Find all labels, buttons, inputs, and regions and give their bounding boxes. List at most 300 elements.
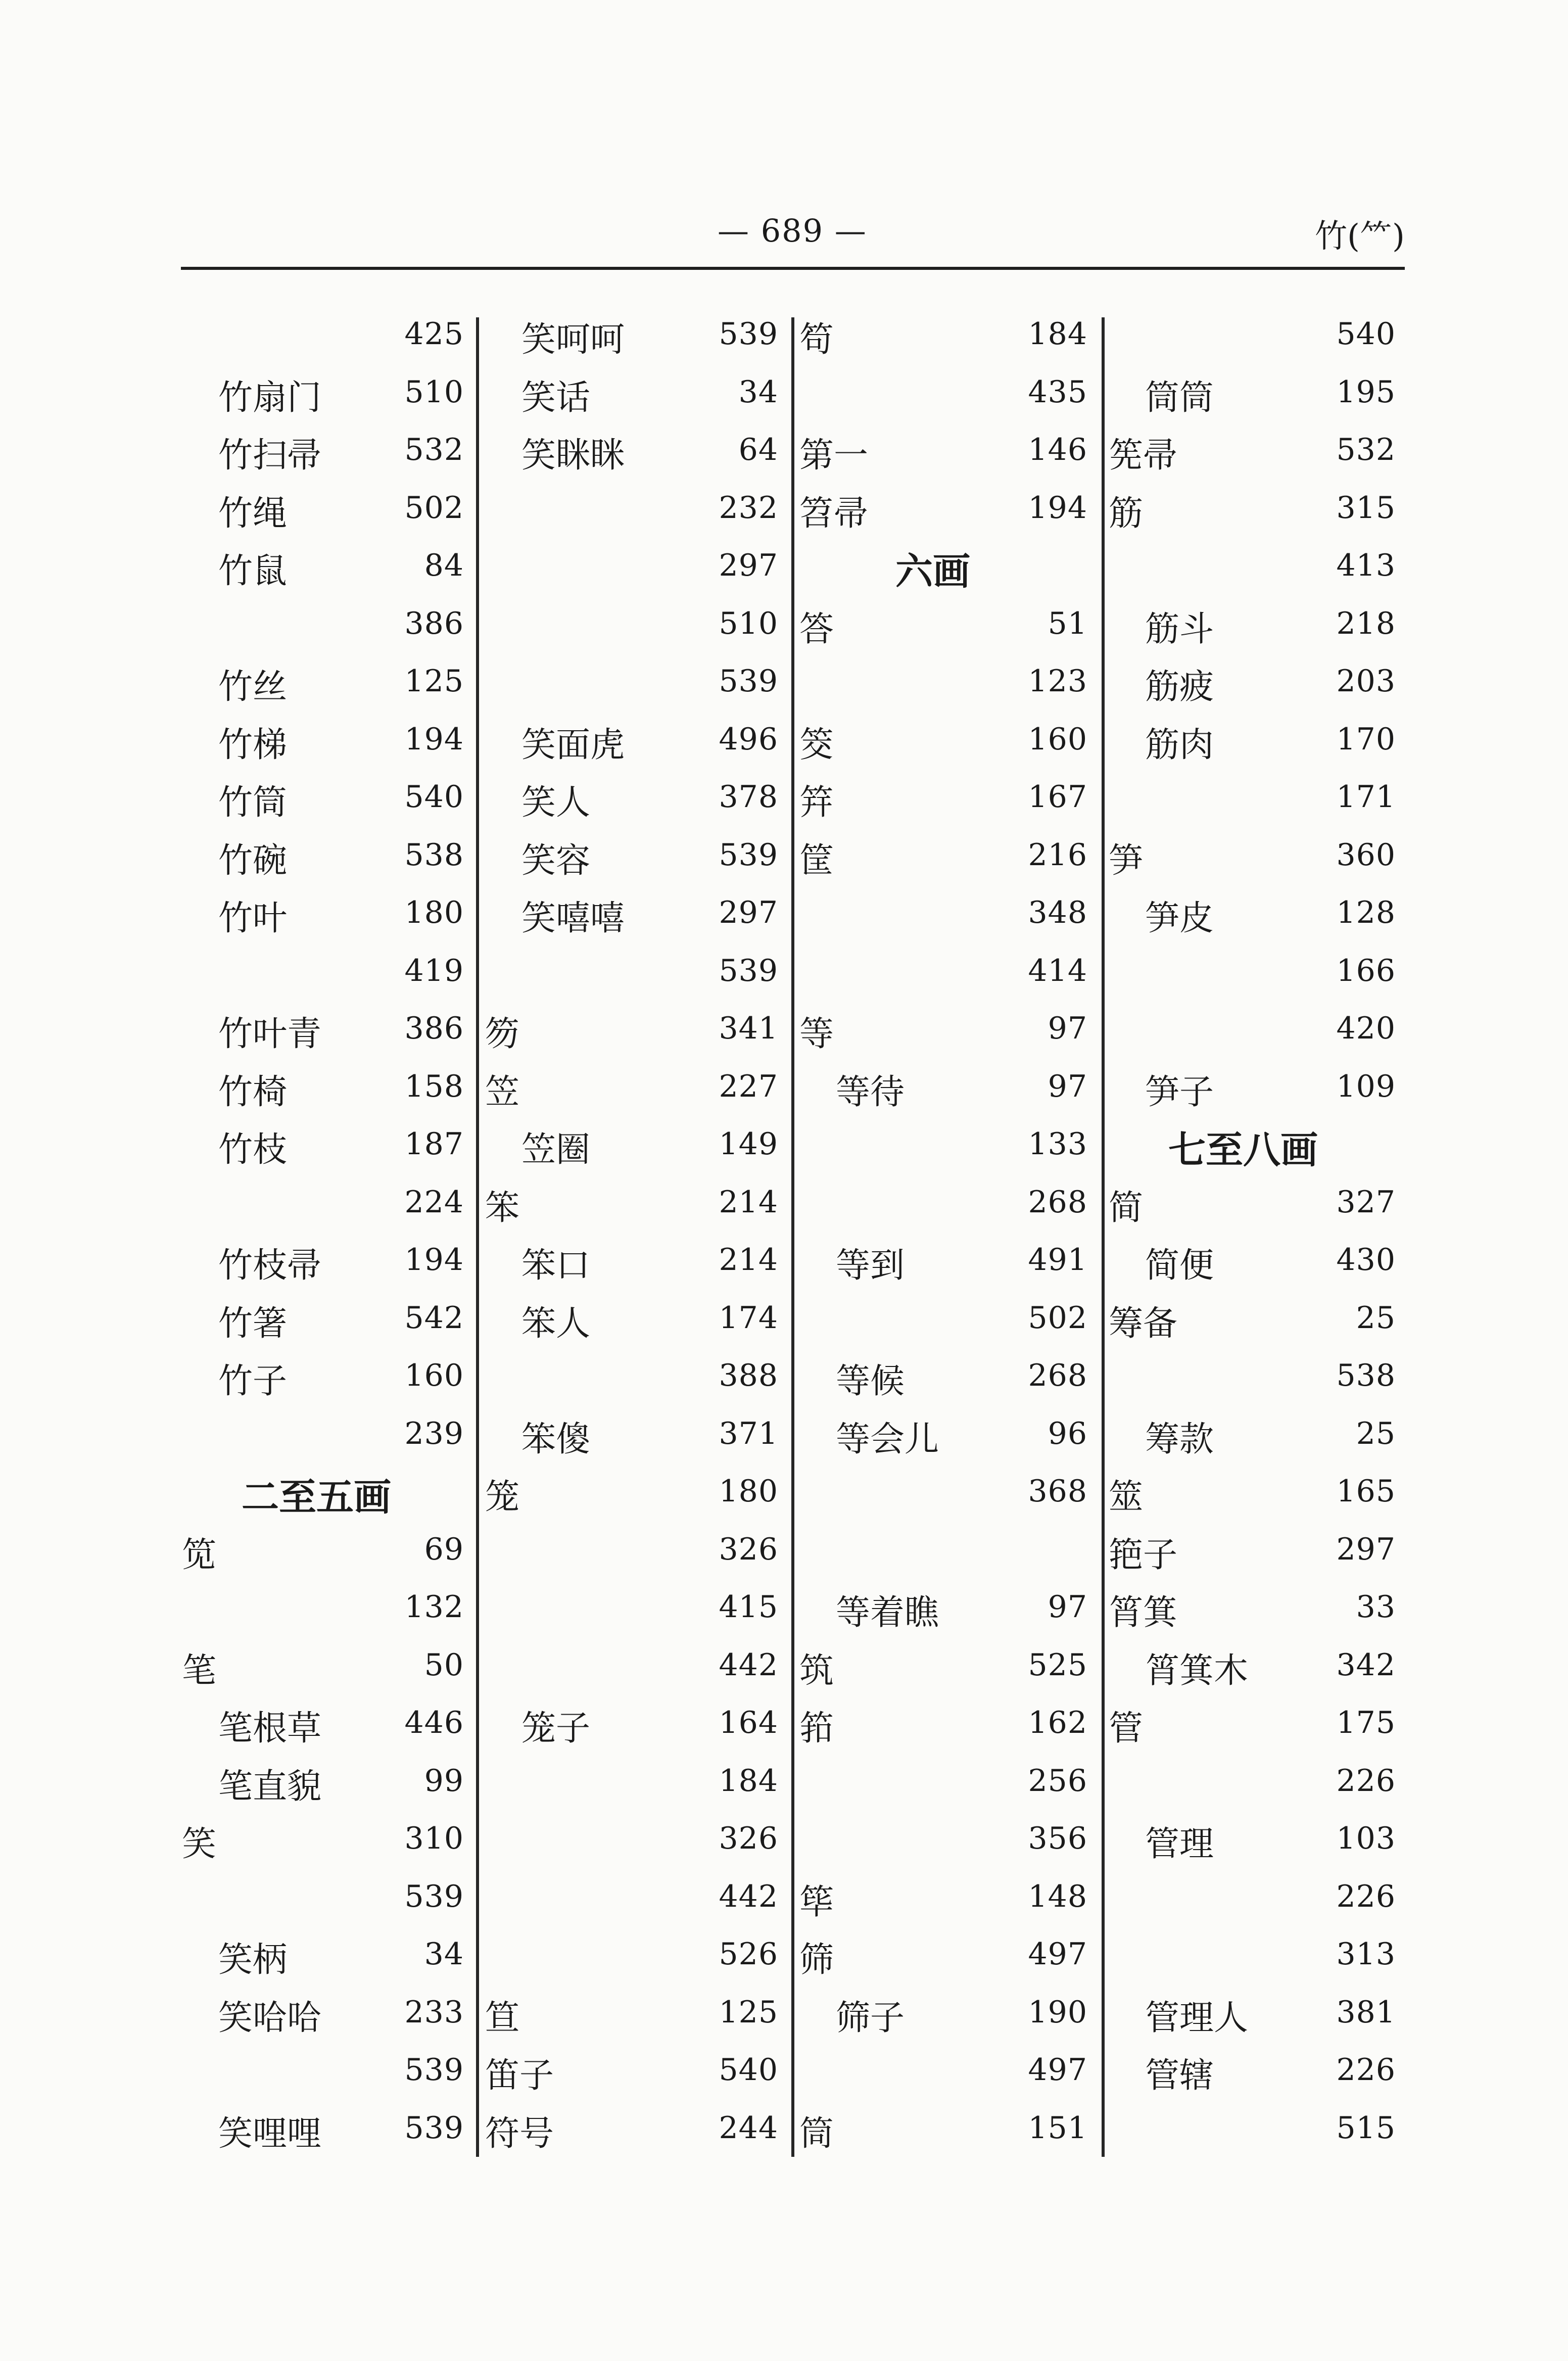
index-row [485, 423, 787, 481]
page-reference: 539 [719, 316, 778, 352]
index-row [485, 1754, 787, 1812]
page-reference: 502 [404, 490, 464, 526]
index-row [1109, 1291, 1405, 1349]
page-reference: 348 [1028, 895, 1087, 930]
index-row [485, 944, 787, 1002]
page-reference: 297 [719, 548, 778, 583]
entry-subword: 筋肉 [1145, 725, 1214, 765]
page-reference: 164 [719, 1705, 778, 1740]
index-row [485, 1349, 787, 1407]
page-reference: 216 [1028, 837, 1087, 873]
page-reference: 515 [1336, 2110, 1396, 2146]
entry-headword: 第一 [799, 436, 869, 476]
page-reference: 342 [1336, 1647, 1396, 1683]
index-row [485, 1002, 787, 1060]
entry-headword: 笼 [485, 1477, 520, 1517]
index-row [799, 1812, 1097, 1870]
entry-subword: 笋子 [1145, 1072, 1214, 1112]
entry-subword: 竹鼠 [218, 551, 288, 591]
page-reference: 539 [719, 837, 778, 873]
page-reference: 224 [404, 1184, 464, 1220]
entry-headword: 管 [1109, 1709, 1144, 1749]
page-reference: 435 [1028, 374, 1087, 410]
entry-subword: 管理 [1145, 1824, 1214, 1864]
index-row [182, 1580, 473, 1638]
index-row [485, 307, 787, 365]
index-row [799, 886, 1097, 944]
index-row [182, 654, 473, 713]
entry-subword: 筒筒 [1145, 377, 1214, 418]
index-row [182, 1754, 473, 1812]
entry-headword: 筛 [799, 1940, 834, 1980]
index-row [799, 307, 1097, 365]
page-reference: 184 [719, 1763, 778, 1799]
index-row [485, 365, 787, 423]
entry-subword: 等候 [836, 1361, 905, 1401]
index-row [182, 1523, 473, 1581]
index-row [182, 1060, 473, 1118]
entry-headword: 笑 [182, 1824, 217, 1864]
index-row [799, 1638, 1097, 1696]
index-row [1109, 597, 1405, 655]
entry-headword: 筚 [799, 1882, 834, 1922]
page-reference: 540 [719, 2052, 778, 2088]
page-reference: 226 [1336, 2052, 1396, 2088]
page-reference: 25 [1356, 1415, 1396, 1451]
entry-headword: 筒 [799, 2113, 834, 2154]
entry-headword: 筑 [799, 1650, 834, 1691]
page-reference: 510 [404, 374, 464, 410]
page-reference: 174 [719, 1300, 778, 1336]
page-reference: 386 [404, 605, 464, 641]
entry-subword: 笔直貌 [218, 1766, 322, 1807]
page-reference: 386 [404, 1011, 464, 1046]
index-row [799, 1002, 1097, 1060]
page-reference: 496 [719, 721, 778, 757]
entry-subword: 竹叶青 [218, 1014, 322, 1054]
page-reference: 497 [1028, 1937, 1087, 1972]
index-row [182, 1002, 473, 1060]
page-reference: 184 [1028, 316, 1087, 352]
page-reference: 326 [719, 1821, 778, 1856]
page-reference: 381 [1336, 1994, 1396, 2030]
page-reference: 180 [719, 1474, 778, 1509]
index-row [485, 1117, 787, 1175]
page-reference: 50 [424, 1647, 464, 1683]
page-reference: 313 [1336, 1937, 1396, 1972]
entry-subword: 笑哈哈 [218, 1998, 322, 2038]
index-row [1109, 1060, 1405, 1118]
page-reference: 125 [719, 1994, 778, 2030]
index-row [799, 1291, 1097, 1349]
index-row [1109, 1233, 1405, 1291]
entry-subword: 筋疲 [1145, 667, 1214, 707]
index-row [799, 713, 1097, 771]
entry-subword: 笑容 [521, 840, 591, 881]
entry-subword: 竹筒 [218, 783, 288, 823]
page-reference: 171 [1336, 779, 1396, 815]
index-row [485, 1927, 787, 1986]
page-reference: 149 [719, 1126, 778, 1162]
entry-headword: 筓 [799, 783, 834, 823]
page-reference: 175 [1336, 1705, 1396, 1740]
index-row [1109, 1407, 1405, 1465]
page-reference: 425 [404, 316, 464, 352]
header-rule [181, 267, 1405, 270]
page-reference: 96 [1048, 1415, 1087, 1451]
entry-headword: 筹备 [1109, 1303, 1178, 1344]
entry-headword: 笤帚 [799, 493, 869, 534]
index-row [1109, 423, 1405, 481]
page-reference: 268 [1028, 1358, 1087, 1393]
page-reference: 420 [1336, 1011, 1396, 1046]
page-reference: 167 [1028, 779, 1087, 815]
index-row [182, 1812, 473, 1870]
index-row [1109, 654, 1405, 713]
page-reference: 538 [1336, 1358, 1396, 1393]
page-reference: 97 [1048, 1011, 1087, 1046]
index-row [485, 1407, 787, 1465]
index-row [485, 1580, 787, 1638]
column-divider [791, 317, 794, 2157]
page-reference: 34 [738, 374, 778, 410]
index-row [799, 539, 1097, 597]
entry-subword: 笠圈 [521, 1130, 591, 1170]
page-reference: 166 [1336, 953, 1396, 988]
entry-subword: 筋斗 [1145, 609, 1214, 649]
index-row [182, 2043, 473, 2101]
page-reference: 170 [1336, 721, 1396, 757]
page-reference: 214 [719, 1184, 778, 1220]
index-row [1109, 481, 1405, 539]
page-reference: 297 [719, 895, 778, 930]
index-row [799, 2101, 1097, 2159]
entry-headword: 笛子 [485, 2056, 554, 2096]
index-row [1109, 1349, 1405, 1407]
entry-subword: 管理人 [1145, 1998, 1249, 2038]
page-reference: 190 [1028, 1994, 1087, 2030]
entry-headword: 笪 [485, 1998, 520, 2038]
page-reference: 415 [719, 1589, 778, 1625]
page-reference: 151 [1028, 2110, 1087, 2146]
index-row [182, 1175, 473, 1234]
index-row [485, 1175, 787, 1234]
index-row [1109, 1523, 1405, 1581]
index-row [1109, 307, 1405, 365]
page-reference: 33 [1356, 1589, 1396, 1625]
page-reference: 413 [1336, 548, 1396, 583]
page-reference: 180 [404, 895, 464, 930]
page-reference: 148 [1028, 1878, 1087, 1914]
index-row [1109, 2101, 1405, 2159]
entry-subword: 笑呵呵 [521, 320, 625, 360]
index-row [1109, 1117, 1405, 1175]
page-reference: 97 [1048, 1589, 1087, 1625]
index-row [182, 1233, 473, 1291]
page-reference: 194 [1028, 490, 1087, 526]
index-row [182, 1407, 473, 1465]
page-reference: 539 [404, 1878, 464, 1914]
entry-subword: 等到 [836, 1246, 905, 1286]
index-row [182, 1927, 473, 1986]
index-row [799, 1465, 1097, 1523]
entry-subword: 竹丝 [218, 667, 288, 707]
entry-headword: 简 [1109, 1188, 1144, 1228]
entry-headword: 筮 [1109, 1477, 1144, 1517]
entry-subword: 竹子 [218, 1361, 288, 1401]
index-row [485, 539, 787, 597]
index-column-1 [182, 307, 473, 2233]
entry-subword: 管辖 [1145, 2056, 1214, 2096]
index-row [799, 1580, 1097, 1638]
page-reference: 356 [1028, 1821, 1087, 1856]
entry-subword: 笨口 [521, 1246, 591, 1286]
index-row [1109, 886, 1405, 944]
index-row [485, 2043, 787, 2101]
page-reference: 341 [719, 1011, 778, 1046]
page-reference: 194 [404, 721, 464, 757]
index-row [485, 713, 787, 771]
page-reference: 539 [719, 953, 778, 988]
index-row [485, 1291, 787, 1349]
page-reference: 195 [1336, 374, 1396, 410]
index-row [1109, 1870, 1405, 1928]
entry-subword: 筹款 [1145, 1419, 1214, 1459]
entry-subword: 笑面虎 [521, 725, 625, 765]
page-reference: 540 [1336, 316, 1396, 352]
page-reference: 226 [1336, 1763, 1396, 1799]
page-reference: 414 [1028, 953, 1087, 988]
index-row [799, 1060, 1097, 1118]
index-row [485, 481, 787, 539]
index-row [182, 597, 473, 655]
page-reference: 538 [404, 837, 464, 873]
entry-subword: 笑嘻嘻 [521, 899, 625, 938]
page-reference: 158 [404, 1068, 464, 1104]
index-row [485, 654, 787, 713]
index-row [799, 1523, 1097, 1581]
index-row [799, 1349, 1097, 1407]
section-heading: 二至五画 [242, 1476, 391, 1519]
index-row [485, 1465, 787, 1523]
page-reference: 388 [719, 1358, 778, 1393]
entry-headword: 笔 [182, 1650, 217, 1691]
running-head-radical: 竹(⺮) [1315, 218, 1405, 255]
index-row [182, 1986, 473, 2044]
entry-headword: 笕 [182, 1535, 217, 1575]
index-row [1109, 1812, 1405, 1870]
index-row [485, 2101, 787, 2159]
index-column-3 [799, 307, 1097, 2233]
entry-headword: 等 [799, 1014, 834, 1054]
entry-headword: 笏 [485, 1014, 520, 1054]
index-row [182, 481, 473, 539]
section-heading: 七至八画 [1168, 1128, 1318, 1172]
page-reference: 526 [719, 1937, 778, 1972]
entry-subword: 笼子 [521, 1709, 591, 1749]
index-row [1109, 828, 1405, 886]
entry-headword: 符号 [485, 2113, 554, 2154]
entry-subword: 笑哩哩 [218, 2113, 322, 2154]
page-reference: 268 [1028, 1184, 1087, 1220]
page-reference: 525 [1028, 1647, 1087, 1683]
entry-headword: 筐 [799, 840, 834, 881]
entry-subword: 竹枝 [218, 1130, 288, 1170]
entry-headword: 筋 [1109, 493, 1144, 534]
entry-subword: 笑眯眯 [521, 436, 625, 476]
page-reference: 510 [719, 605, 778, 641]
page-reference: 214 [719, 1242, 778, 1278]
page-reference: 125 [404, 664, 464, 699]
index-row [799, 1696, 1097, 1754]
page-reference: 123 [1028, 664, 1087, 699]
page-reference: 532 [1336, 432, 1396, 467]
page-reference: 244 [719, 2110, 778, 2146]
entry-subword: 竹箸 [218, 1303, 288, 1344]
entry-subword: 简便 [1145, 1246, 1214, 1286]
page-reference: 446 [404, 1705, 464, 1740]
index-row [1109, 1002, 1405, 1060]
index-row [1109, 1580, 1405, 1638]
index-row [485, 1986, 787, 2044]
index-row [1109, 770, 1405, 828]
index-column-4 [1109, 307, 1405, 2233]
page-header [182, 202, 1405, 258]
page-reference: 442 [719, 1878, 778, 1914]
index-row [1109, 1927, 1405, 1986]
entry-subword: 竹扇门 [218, 377, 322, 418]
page-reference: 368 [1028, 1474, 1087, 1509]
entry-headword: 筊 [799, 725, 834, 765]
index-row [1109, 1696, 1405, 1754]
index-row [1109, 1465, 1405, 1523]
entry-subword: 竹枝帚 [218, 1246, 322, 1286]
entry-subword: 竹叶 [218, 899, 288, 938]
index-row [799, 481, 1097, 539]
page-reference: 310 [404, 1821, 464, 1856]
entry-subword: 等待 [836, 1072, 905, 1112]
page-reference: 187 [404, 1126, 464, 1162]
index-row [1109, 1638, 1405, 1696]
entry-subword: 笑人 [521, 783, 591, 823]
entry-subword: 竹椅 [218, 1072, 288, 1112]
index-row [799, 1927, 1097, 1986]
page-reference: 160 [1028, 721, 1087, 757]
entry-headword: 筘 [799, 1709, 834, 1749]
page-reference: 532 [404, 432, 464, 467]
page-reference: 502 [1028, 1300, 1087, 1336]
index-row [799, 1986, 1097, 2044]
column-divider [1102, 317, 1105, 2157]
page-reference: 146 [1028, 432, 1087, 467]
entry-subword: 笨傻 [521, 1419, 591, 1459]
entry-subword: 竹碗 [218, 840, 288, 881]
entry-headword: 答 [799, 609, 834, 649]
entry-headword: 筢子 [1109, 1535, 1178, 1575]
page-reference: 165 [1336, 1474, 1396, 1509]
index-row [485, 770, 787, 828]
page-reference: 132 [404, 1589, 464, 1625]
section-heading: 六画 [895, 550, 970, 593]
page-reference: 227 [719, 1068, 778, 1104]
index-row [182, 770, 473, 828]
entry-subword: 竹绳 [218, 493, 288, 534]
page-reference: 540 [404, 779, 464, 815]
page-reference: 327 [1336, 1184, 1396, 1220]
page-reference: 160 [404, 1358, 464, 1393]
page-reference: 232 [719, 490, 778, 526]
page-reference: 430 [1336, 1242, 1396, 1278]
page-reference: 239 [404, 1415, 464, 1451]
page-reference: 64 [738, 432, 778, 467]
column-divider [476, 317, 479, 2157]
index-row [182, 307, 473, 365]
index-row [799, 770, 1097, 828]
entry-headword: 笱 [799, 320, 834, 360]
index-row [799, 944, 1097, 1002]
page-reference: 419 [404, 953, 464, 988]
page-reference: 51 [1048, 605, 1087, 641]
index-row [799, 1754, 1097, 1812]
entry-subword: 笨人 [521, 1303, 591, 1344]
index-row [1109, 365, 1405, 423]
index-row [182, 944, 473, 1002]
index-row [1109, 1754, 1405, 1812]
entry-subword: 笑话 [521, 377, 591, 418]
page-reference: 539 [404, 2110, 464, 2146]
index-row [799, 1870, 1097, 1928]
index-row [799, 1407, 1097, 1465]
index-row [799, 1233, 1097, 1291]
index-row [799, 365, 1097, 423]
index-row [485, 1060, 787, 1118]
page-reference: 491 [1028, 1242, 1087, 1278]
index-row [799, 423, 1097, 481]
page-reference: 34 [424, 1937, 464, 1972]
page-reference: 25 [1356, 1300, 1396, 1336]
page-reference: 97 [1048, 1068, 1087, 1104]
index-row [799, 654, 1097, 713]
index-row [182, 365, 473, 423]
index-row [1109, 539, 1405, 597]
page-reference: 203 [1336, 664, 1396, 699]
index-row [182, 828, 473, 886]
index-row [182, 1349, 473, 1407]
index-row [182, 2101, 473, 2159]
entry-subword: 等着瞧 [836, 1593, 939, 1633]
page-reference: 194 [404, 1242, 464, 1278]
entry-headword: 笋 [1109, 840, 1144, 881]
index-row [182, 1696, 473, 1754]
entry-subword: 笔根草 [218, 1709, 322, 1749]
index-row [485, 886, 787, 944]
page-reference: 442 [719, 1647, 778, 1683]
index-row [485, 1638, 787, 1696]
page-reference: 315 [1336, 490, 1396, 526]
page-reference: 84 [424, 548, 464, 583]
page-reference: 128 [1336, 895, 1396, 930]
index-row [182, 1117, 473, 1175]
entry-headword: 笠 [485, 1072, 520, 1112]
page-reference: 218 [1336, 605, 1396, 641]
page-reference: 103 [1336, 1821, 1396, 1856]
page-reference: 371 [719, 1415, 778, 1451]
page-reference: 133 [1028, 1126, 1087, 1162]
entry-subword: 笑柄 [218, 1940, 288, 1980]
index-column-2 [485, 307, 787, 2233]
index-row [1109, 1175, 1405, 1234]
entry-subword: 筲箕木 [1145, 1650, 1249, 1691]
